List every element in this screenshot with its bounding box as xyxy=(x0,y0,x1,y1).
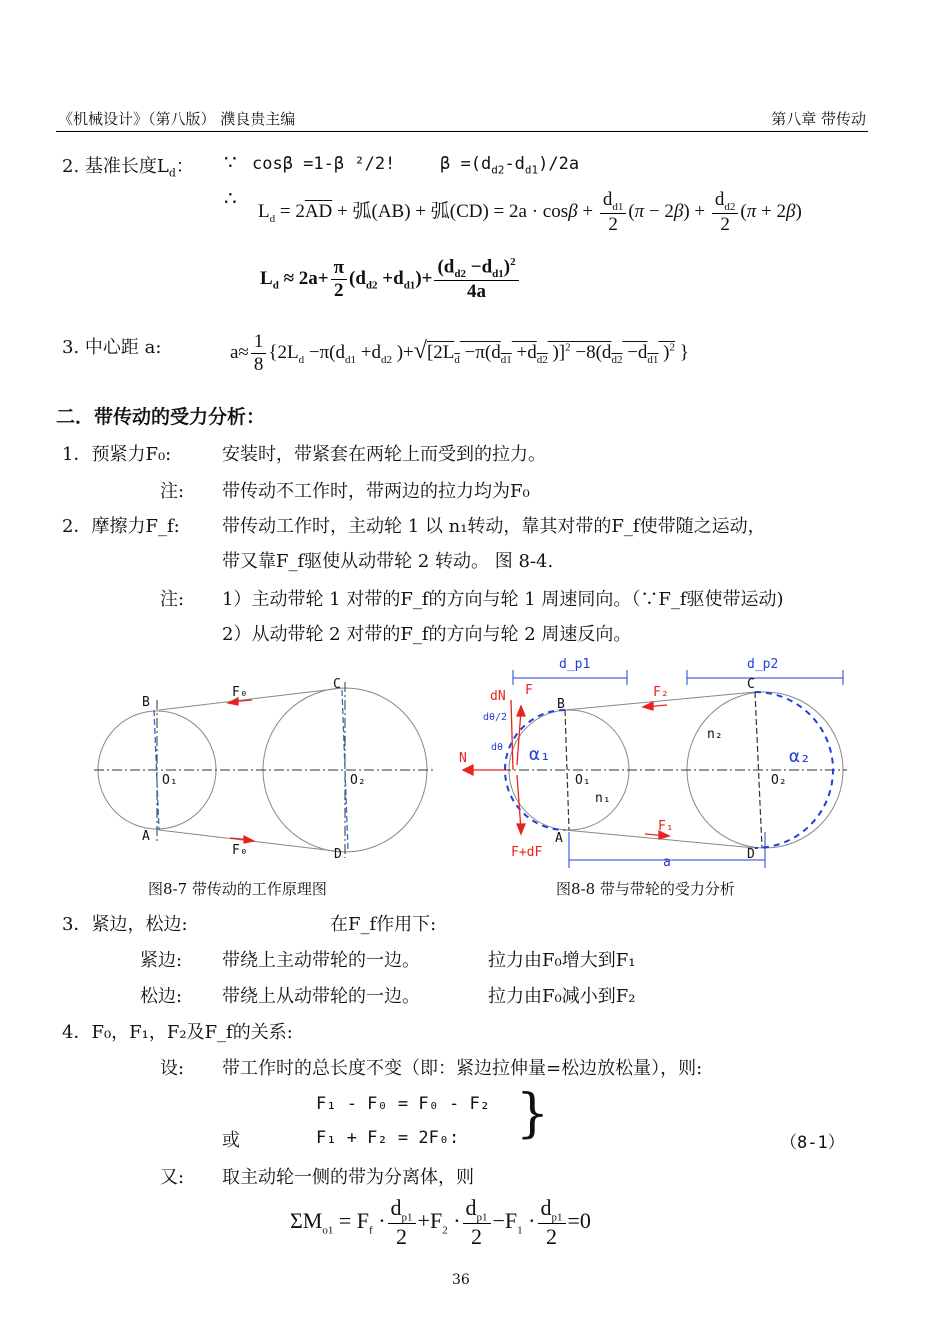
item1-note: 带传动不工作时，带两边的拉力均为F₀ xyxy=(222,481,530,502)
formula-ld-approx: $L_d \approx 2a+$ $\frac{\pi}{2}$ $(d_{d2} +d_{d1})+$ $\frac{(d_{d2} -d_{d1})^2}{4a}$ xyxy=(260,256,521,303)
label-C: C xyxy=(333,677,341,692)
figure-8-8 xyxy=(455,650,855,875)
equation-number: （8-1） xyxy=(780,1133,845,1153)
label-F1: F₁ xyxy=(658,819,674,834)
label-dN: dN xyxy=(490,689,506,704)
item1-label: 1．预紧力F₀: xyxy=(62,444,172,465)
sec2-label: 2. 基准长度$L_d$： xyxy=(62,156,194,180)
equation-2: F₁ + F₂ = 2F₀: xyxy=(316,1128,460,1148)
item1-text: 安装时，带紧套在两轮上而受到的拉力。 xyxy=(222,444,546,465)
label-A: A xyxy=(555,831,563,846)
label-a: a xyxy=(663,855,671,870)
label-C: C xyxy=(747,677,755,692)
label-dtheta: dθ xyxy=(491,742,504,753)
label-D: D xyxy=(334,847,342,862)
label-alpha2: α₂ xyxy=(789,746,811,767)
label-B: B xyxy=(557,697,565,712)
formula-center-distance: a≈ $\frac{1}{8}$ {$2L_d -\pi(d_{d1} +d_{d2}$ )$+√[2L_d -\pi(d_{d1} +d_{d2}$ )]$^2 -8(d_{d2} -d_{d1}$ )$^2$ } xyxy=(230,331,689,375)
arrow-F xyxy=(517,710,521,765)
tight-side-force: 拉力由F₀增大到F₁ xyxy=(488,950,636,971)
item3-condition: 在F_f作用下: xyxy=(330,914,437,935)
also-label: 又: xyxy=(160,1167,185,1188)
figure-8-7-caption: 图8-7 带传动的工作原理图 xyxy=(148,880,327,898)
assume-label: 设: xyxy=(160,1058,185,1079)
arrow-dN xyxy=(511,700,513,770)
label-dtheta2: dθ/2 xyxy=(483,712,508,723)
tight-side-text: 带绕上主动带轮的一边。 xyxy=(222,950,420,971)
formula-moment: $\Sigma M_{o1} = F_f$ · $\frac{d_{p1}}{2}$ $+F_2$ · $\frac{d_{p1}}{2}$ $-F_1$ · $\frac{d_{p1}}{2}$ =0 xyxy=(290,1195,591,1250)
because-symbol: ∵ xyxy=(224,150,237,174)
equation-1: F₁ - F₀ = F₀ - F₂ xyxy=(316,1094,490,1114)
label-n2: n₂ xyxy=(707,727,723,742)
item2-text2: 带又靠F_f驱使从动带轮 2 转动。 图 8-4. xyxy=(222,551,554,572)
formula-ld-exact: $L_d = 2\overline{AD}$ + 弧(AB) + 弧(CD) = 2a · cosβ + $\frac{d_{d1}}{2}$ (π − 2β) + $\frac{d_{d2}}{2}$ (π + 2β) xyxy=(258,189,802,235)
label-A: A xyxy=(142,829,150,844)
figure-8-7 xyxy=(90,660,450,870)
slack-side-label: 松边: xyxy=(140,986,183,1007)
sec3-label: 3. 中心距 a: xyxy=(62,337,162,358)
slack-side-force: 拉力由F₀减小到F₂ xyxy=(488,986,636,1007)
label-D: D xyxy=(747,847,755,862)
label-n1: n₁ xyxy=(595,791,611,806)
assume-text: 带工作时的总长度不变（即：紧边拉伸量=松边放松量），则: xyxy=(222,1058,703,1079)
item1-note-label: 注: xyxy=(160,481,185,502)
label-F2: F₂ xyxy=(653,685,669,700)
label-alpha1: α₁ xyxy=(529,744,551,765)
label-dp2: d_p2 xyxy=(747,657,779,672)
item2-note2: 2）从动带轮 2 对带的F_f的方向与轮 2 周速反向。 xyxy=(222,624,632,645)
beta-formula: $\beta =(d_{d2}-d_{d1})/2a$ xyxy=(440,154,580,177)
arrow-FdF xyxy=(517,775,521,830)
also-text: 取主动轮一侧的带为分离体，则 xyxy=(222,1167,474,1188)
item2-label: 2．摩擦力F_f: xyxy=(62,516,180,537)
pulley-2-circle xyxy=(687,692,843,848)
item4-label: 4．F₀，F₁，F₂及F_f的关系: xyxy=(62,1022,293,1043)
item3-label: 3．紧边，松边: xyxy=(62,914,188,935)
label-O1: O₁ xyxy=(162,773,178,788)
label-FdF: F+dF xyxy=(511,845,543,860)
header-left: 《机械设计》（第八版） 濮良贵主编 xyxy=(58,110,296,128)
belt-top-line xyxy=(159,688,343,710)
header-rule xyxy=(56,131,868,132)
brace: } xyxy=(516,1084,550,1144)
label-B: B xyxy=(142,695,150,710)
item2-note-label: 注: xyxy=(160,589,185,610)
or-label: 或 xyxy=(222,1130,240,1151)
tight-side-label: 紧边: xyxy=(140,950,183,971)
part2-title: 二．带传动的受力分析： xyxy=(56,406,266,428)
item2-text: 带传动工作时，主动轮 1 以 n₁转动，靠其对带的F_f使带随之运动， xyxy=(222,516,766,537)
label-N: N xyxy=(459,751,467,766)
label-F0-top: F₀ xyxy=(232,685,248,700)
therefore-symbol: ∴ xyxy=(224,186,237,210)
label-O2: O₂ xyxy=(771,773,787,788)
figure-8-8-caption: 图8-8 带与带轮的受力分析 xyxy=(556,880,735,898)
page-number: 36 xyxy=(452,1272,470,1288)
label-F: F xyxy=(525,683,533,698)
header-right: 第八章 带传动 xyxy=(771,110,866,128)
label-O1: O₁ xyxy=(575,773,591,788)
label-dp1: d_p1 xyxy=(559,657,591,672)
cos-formula: cosβ =1-β ²/2! xyxy=(252,154,396,174)
slack-side-text: 带绕上从动带轮的一边。 xyxy=(222,986,420,1007)
item2-note1: 1）主动带轮 1 对带的F_f的方向与轮 1 周速同向。（∵F_f驱使带运动) xyxy=(222,589,784,610)
label-O2: O₂ xyxy=(350,773,366,788)
label-F0-bottom: F₀ xyxy=(232,843,248,858)
